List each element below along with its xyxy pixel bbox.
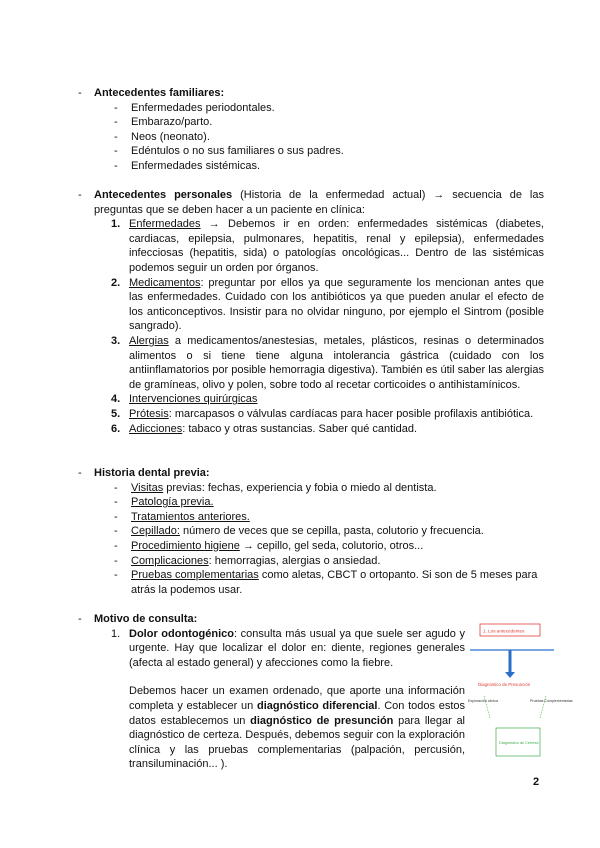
list-item: - Patología previa.: [94, 495, 544, 510]
list-item: - Enfermedades periodontales.: [94, 101, 544, 116]
dental-list: [94, 481, 544, 598]
list-item: - Complicaciones: hemorragias, alergias o ansiedad.: [94, 554, 544, 569]
personales-intro: Antecedentes personales (Historia de la enfermedad actual) → secuencia de las preguntas que se deben hacer a un paciente en clínica:: [94, 189, 544, 216]
presuncion-label: Diagnóstico de Presunción: [478, 682, 531, 687]
list-item: 1. Enfermedades → Debemos ir en orden: enfermedades sistémicas (diabetes, cardiacas, epilepsia, pulmonares, hepatitis, renal y epilepsia), enfermedades infecciosas (hepatitis, sida) o patologías oncológicas... Dentro de las sistémicas podemos seguir un orden por órganos.: [111, 218, 544, 274]
arrow-head: [505, 672, 515, 678]
section-title: Antecedentes personales: [94, 189, 233, 201]
list-item: 4. Intervenciones quirúrgicas: [111, 393, 258, 406]
familiares-list: [94, 101, 544, 174]
section-antecedentes-personales: - Antecedentes personales (Historia de la enfermedad actual) → secuencia de las preguntas que se deben hacer a un paciente en clínica: 1. Enfermedades → Debemos ir en orden: enfermedades sistémicas (diabetes, cardiacas, epilepsia, pulmonares, hepatitis, renal y epilepsia), enfermedades infecciosas (hepatitis, sida) o patologías oncológicas... Dentro de las sistémicas podemos seguir un orden por órganos. 2. Medicamentos: preguntar por ellos ya que seguramente los mencionan antes que las enfermedades. Cuidado con los antibióticos ya que pueden anular el efecto de los anticonceptivos. Insistir para no olvidar ninguno, por ejemplo el Sintrom (posible sangrado). 3. Alergias a medicamentos/anestesias, metales, plásticos, resinas o determinados alimentos o si tiene tiene alguna intolerancia gástrica (cuidado con los antiinflamatorios por posible hemorragia digestiva). También es útil saber las alergias de gramíneas, olivo y polen, sobre todo al recetar corticoides o antihistamínicos. 4. Intervenciones quirúrgicas 5. Prótesis: marcapasos o válvulas cardíacas para hacer posible profilaxis antibiótica. 6. Adicciones: tabaco y otras sustancias. Saber qué cantidad.: [78, 189, 544, 435]
section-title: Motivo de consulta:: [94, 613, 198, 625]
list-item: 1. Dolor odontogénico: consulta más usual ya que suele ser agudo y urgente. Hay que localizar el dolor en: diente, regiones generales (afecta al estado general) y afecciones como la fiebre. Debemos hacer un examen ordenado, que aporte una información completa y establecer un diagnóstico diferencial. Con todos estos datos establecemos un diagnóstico de presunción para llegar al diagnóstico de certeza. Después, debemos seguir con la exploración clínica y las pruebas complementarias (palpación, percusión, transiluminación... ).: [111, 627, 466, 771]
list-item: - Neos (neonato).: [94, 130, 544, 145]
section-title: Antecedentes familiares:: [94, 87, 225, 99]
page-number: 2: [533, 776, 540, 788]
antecedentes-label: 1. Los antecedentes: [483, 628, 525, 634]
section-title: Historia dental previa:: [94, 467, 210, 479]
section-antecedentes-familiares: - Antecedentes familiares: - Enfermedades periodontales. - Embarazo/parto. - Neos (neonato). - Edéntulos o no sus familiares o sus padres. - Enfermedades sistémicas.: [78, 86, 544, 174]
list-item: - Pruebas complementarias como aletas, CBCT o ortopanto. Si son de 5 meses para atrás la podemos usar.: [94, 568, 544, 597]
exploracion-label: Exploración clínica: [468, 699, 498, 703]
list-item: - Cepillado: número de veces que se cepilla, pasta, colutorio y frecuencia.: [94, 524, 544, 539]
list-item: - Visitas previas: fechas, experiencia y fobia o miedo al dentista.: [94, 481, 544, 496]
list-item: - Edéntulos o no sus familiares o sus padres.: [94, 144, 544, 159]
list-item: - Procedimiento higiene → cepillo, gel seda, colutorio, otros...: [94, 539, 544, 554]
pruebas-label: Pruebas Complementarias: [530, 699, 573, 703]
motivo-paragraph: Debemos hacer un examen ordenado, que aporte una información completa y establecer un diagnóstico diferencial. Con todos estos datos establecemos un diagnóstico de presunción para llegar al diagnóstico de certeza. Después, debemos seguir con la exploración clínica y las pruebas complementarias (palpación, percusión, transiluminación... ).: [129, 685, 466, 771]
certeza-label: Diagnóstico de Certeza: [499, 741, 539, 745]
section-historia-dental: - Historia dental previa: - Visitas previas: fechas, experiencia y fobia o miedo al dentista. - Patología previa. - Tratamientos anteriores. - Cepillado: número de veces que se cepilla, pasta, colutorio y frecuencia. - Procedimiento higiene → cepillo, gel seda, colutorio, otros... - Complicaciones: hemorragias, alergias o ansiedad. - Pruebas complementarias como aletas, CBCT o ortopanto. Si son de 5 meses para atrás la podemos usar.: [78, 466, 544, 597]
list-item: 2. Medicamentos: preguntar por ellos ya que seguramente los mencionan antes que las enfermedades. Cuidado con los antibióticos ya que pueden anular el efecto de los anticonceptivos. Insistir para no olvidar ninguno, por ejemplo el Sintrom (posible sangrado).: [111, 276, 544, 333]
list-item: - Enfermedades sistémicas.: [94, 159, 544, 174]
list-item: 5. Prótesis: marcapasos o válvulas cardíacas para hacer posible profilaxis antibiótica.: [111, 407, 534, 420]
list-item: 6. Adicciones: tabaco y otras sustancias. Saber qué cantidad.: [111, 422, 418, 435]
list-item: - Embarazo/parto.: [94, 115, 544, 130]
list-item: - Tratamientos anteriores.: [94, 510, 544, 525]
personales-list: [94, 217, 544, 436]
diagnosis-flow-diagram: [468, 622, 573, 772]
list-item: 3. Alergias a medicamentos/anestesias, metales, plásticos, resinas o determinados alimentos o si tiene tiene alguna intolerancia gástrica (cuidado con los antiinflamatorios por posible hemorragia digestiva). También es útil saber las alergias de gramíneas, olivo y polen, sobre todo al recetar corticoides o antihistamínicos.: [111, 334, 544, 391]
section-motivo-consulta: - Motivo de consulta: 1. Dolor odontogénico: consulta más usual ya que suele ser agudo y urgente. Hay que localizar el dolor en: diente, regiones generales (afecta al estado general) y afecciones como la fiebre. Debemos hacer un examen ordenado, que aporte una información completa y establecer un diagnóstico diferencial. Con todos estos datos establecemos un diagnóstico de presunción para llegar al diagnóstico de certeza. Después, debemos seguir con la exploración clínica y las pruebas complementarias (palpación, percusión, transiluminación... ).: [78, 612, 544, 772]
